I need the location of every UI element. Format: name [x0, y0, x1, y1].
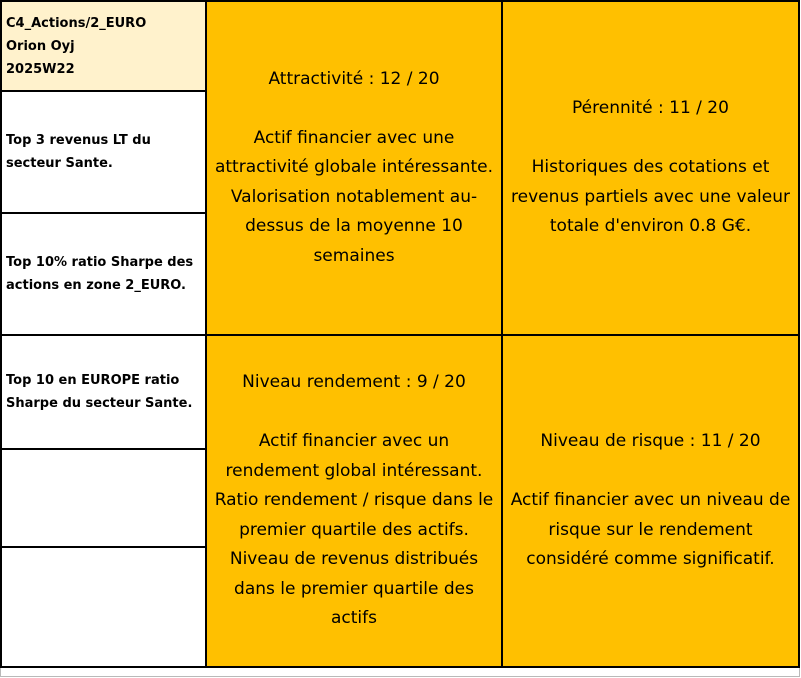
header-category: C4_Actions/2_EURO — [6, 15, 147, 31]
rendement-title: Niveau rendement : 9 / 20 — [242, 372, 466, 393]
attractivite-body: Actif financier avec une attractivité globale intéressante. Valorisation notablement au- dessus de la moyenne 10 semaines — [214, 127, 494, 266]
side-label-5 — [0, 546, 207, 668]
side-label-2: Top 10% ratio Sharpe des actions en zone 2_EURO. — [0, 212, 207, 336]
rendement-body: Actif financier avec un rendement global intéressant. Ratio rendement / risque dans le premier quartile des actifs. Niveau de revenus distribués dans le premier quartile des actifs — [214, 431, 494, 629]
perennite-body: Historiques des cotations et revenus partiels avec une valeur totale d'environ 0.8 G€. — [511, 157, 790, 237]
header-week: 2025W22 — [6, 61, 75, 77]
perennite-title: Pérennité : 11 / 20 — [572, 98, 729, 119]
side-label-3: Top 10 en EUROPE ratio Sharpe du secteur Sante. — [0, 334, 207, 450]
side-label-1: Top 3 revenus LT du secteur Sante. — [0, 90, 207, 214]
risque-body: Actif financier avec un niveau de risque sur le rendement considéré comme significatif. — [510, 490, 791, 570]
header-cell — [0, 0, 207, 92]
card-rendement — [205, 334, 503, 668]
card-risque — [501, 334, 800, 668]
card-attractivite — [205, 0, 503, 336]
attractivite-title: Attractivité : 12 / 20 — [268, 68, 440, 89]
card-perennite — [501, 0, 800, 336]
side-label-4 — [0, 448, 207, 548]
header-company: Orion Oyj — [6, 38, 75, 54]
risque-title: Niveau de risque : 11 / 20 — [540, 431, 761, 452]
